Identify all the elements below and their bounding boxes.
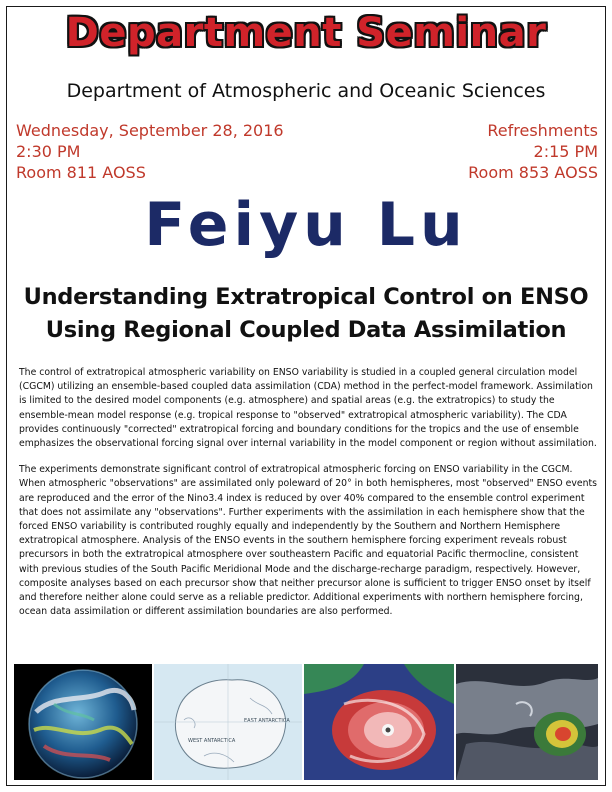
department-name: Department of Atmospheric and Oceanic Sciences <box>66 80 546 102</box>
event-date: Wednesday, September 28, 2016 <box>16 121 284 140</box>
event-room: Room 811 AOSS <box>16 163 146 182</box>
event-time: 2:30 PM <box>16 142 81 161</box>
map-label-west: WEST ANTARCTICA <box>188 738 236 744</box>
talk-title <box>0 281 612 347</box>
refreshments-info <box>468 120 598 183</box>
refreshments-label: Refreshments <box>487 121 598 140</box>
image-strip <box>14 664 598 780</box>
talk-title-line-2: Using Regional Coupled Data Assimilation <box>45 317 567 343</box>
globe-image <box>14 664 152 780</box>
seminar-title: Department Seminar <box>65 10 547 56</box>
speaker-name: Feiyu Lu <box>144 190 468 260</box>
abstract-paragraph-1: The control of extratropical atmospheric variability on ENSO variability is studied in a coupled general circulation model (CGCM) utilizing an ensemble-based coupled data assimilation (CDA) method in the perfect-model framework. Assimilation is limited to the desired model components (e.g. atmosphere) and spatial areas (e.g. the extratropics) to study the ensemble-mean model response (e.g. tropical response to "observed" extratropical atmospheric variability). The CDA provides continuously "corrected" extratropical forcing and boundary conditions for the tropics and the use of ensemble emphasizes the observational forcing signal over internal variability in the model component or region without assimilation. <box>19 367 597 450</box>
antarctica-map-image <box>154 664 302 780</box>
map-label-east: EAST ANTARCTICA <box>244 718 290 724</box>
refreshments-room: Room 853 AOSS <box>468 163 598 182</box>
hurricane-satellite-image <box>304 664 454 780</box>
talk-title-line-1: Understanding Extratropical Control on ENSO <box>23 284 589 310</box>
event-info <box>16 120 284 183</box>
abstract-paragraph-2: The experiments demonstrate significant control of extratropical atmospheric forcing on ENSO variability in the CGCM. When atmospheric "observations" are assimilated only poleward of 20° in both hemispheres, most "observed" ENSO events are reproduced and the error of the Nino3.4 index is reduced by over 40% compared to the ensemble control experiment that does not assimilate any "observations". Further experiments with the assimilation in each hemisphere show that the forced ENSO variability is contributed roughly equally and independently by the Southern and Northern Hemisphere extratropical atmosphere. Analysis of the ENSO events in the southern hemisphere forcing experiment reveals robust precursors in both the extratropical atmosphere over southeastern Pacific and equatorial Pacific thermocline, consistent with previous studies of the South Pacific Meridional Mode and the discharge-recharge paradigm, respectively. However, composite analyses based on each precursor show that neither precursor alone is sufficient to trigger ENSO onset by itself and therefore neither alone could serve as a reliable predictor. Additional experiments with northern hemisphere forcing, ocean data assimilation or different assimilation boundaries are also performed. <box>19 464 598 618</box>
storm-clouds-image <box>456 664 598 780</box>
refreshments-time: 2:15 PM <box>533 142 598 161</box>
abstract <box>19 366 597 631</box>
